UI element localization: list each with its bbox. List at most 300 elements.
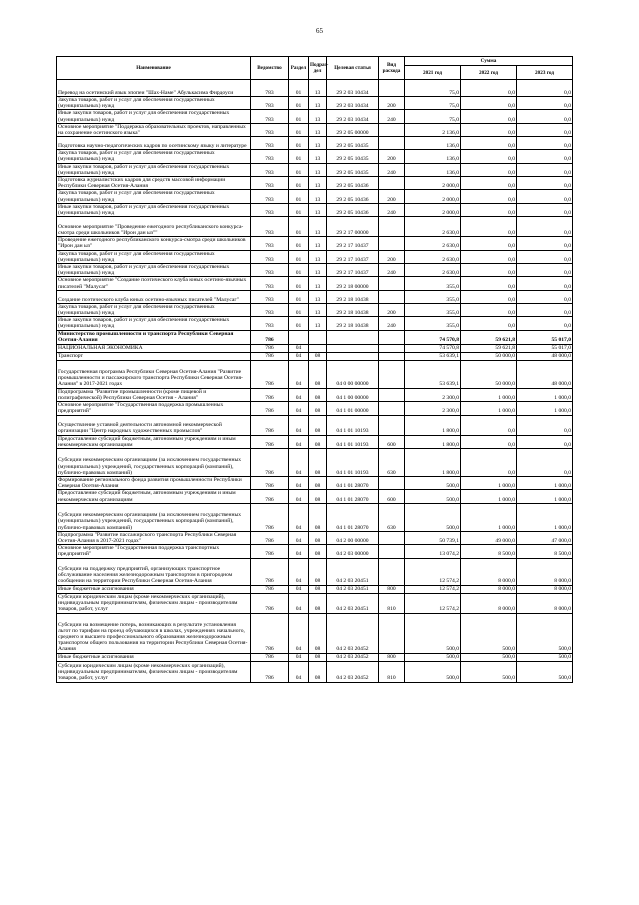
- row-section: 01: [289, 277, 309, 290]
- row-target-article: 04 2 03 20452: [327, 613, 379, 653]
- row-subsection: 08: [309, 661, 327, 682]
- table-row: [57, 661, 573, 682]
- row-name: Основное мероприятие "Создание поэтического клуба юных осетино-язычных писателей "Малусаг": [57, 277, 251, 290]
- row-sum-2022: 0,0: [461, 264, 517, 277]
- row-department: 783: [251, 237, 289, 250]
- row-section: 04: [289, 558, 309, 585]
- row-sum-2022: 8 000,0: [461, 585, 517, 593]
- budget-table: [56, 56, 573, 683]
- row-sum-2021: 136,0: [405, 150, 461, 163]
- row-target-article: 04 2 03 20452: [327, 653, 379, 661]
- header-year-2022: 2022 год: [461, 66, 517, 80]
- header-name: Наименование: [57, 57, 251, 80]
- row-name: Основное мероприятие "Государственная поддержка промышленных предприятий": [57, 402, 251, 415]
- row-expense-type: [379, 290, 405, 303]
- row-name: Подготовка журналистских кадров для средств массовой информации Республики Северная Осетия-Алания: [57, 177, 251, 190]
- row-department: 786: [251, 352, 289, 360]
- row-sum-2023: 48 000,0: [517, 360, 573, 388]
- header-year-2023: 2023 год: [517, 66, 573, 80]
- row-sum-2021: 75,0: [405, 110, 461, 123]
- row-sum-2023: 47 000,0: [517, 531, 573, 544]
- row-name: Закупка товаров, работ и услуг для обеспечения государственных (муниципальных) нужд: [57, 303, 251, 316]
- row-target-article: 29 2 17 10437: [327, 237, 379, 250]
- row-target-article: 04 2 03 20451: [327, 558, 379, 585]
- row-section: 01: [289, 303, 309, 316]
- row-subsection: [309, 344, 327, 352]
- row-expense-type: [379, 217, 405, 237]
- table-row: [57, 317, 573, 330]
- row-sum-2022: 0,0: [461, 110, 517, 123]
- row-expense-type: 630: [379, 448, 405, 476]
- row-target-article: 29 2 05 10435: [327, 150, 379, 163]
- row-subsection: 13: [309, 97, 327, 110]
- row-sum-2023: 0,0: [517, 277, 573, 290]
- table-row: [57, 277, 573, 290]
- row-section: 04: [289, 448, 309, 476]
- table-row: [57, 435, 573, 448]
- row-name: Предоставление субсидий бюджетным, автономным учреждениям и иным некоммерческим организациям: [57, 490, 251, 503]
- row-target-article: 29 2 05 10435: [327, 137, 379, 150]
- row-department: 783: [251, 217, 289, 237]
- row-target-article: 29 2 17 10437: [327, 264, 379, 277]
- row-section: 04: [289, 653, 309, 661]
- row-sum-2021: 355,0: [405, 277, 461, 290]
- table-row: [57, 388, 573, 401]
- row-subsection: 08: [309, 402, 327, 415]
- row-sum-2021: 2 630,0: [405, 250, 461, 263]
- row-subsection: 08: [309, 585, 327, 593]
- row-sum-2021: 355,0: [405, 290, 461, 303]
- row-department: 786: [251, 435, 289, 448]
- row-sum-2022: 500,0: [461, 653, 517, 661]
- row-expense-type: 600: [379, 435, 405, 448]
- row-department: 786: [251, 388, 289, 401]
- row-sum-2021: 500,0: [405, 653, 461, 661]
- row-sum-2022: 0,0: [461, 97, 517, 110]
- row-sum-2022: 8 000,0: [461, 558, 517, 585]
- row-sum-2021: 136,0: [405, 137, 461, 150]
- table-row: [57, 653, 573, 661]
- row-expense-type: [379, 80, 405, 97]
- row-sum-2022: 59 621,8: [461, 330, 517, 344]
- row-sum-2021: 2 300,0: [405, 388, 461, 401]
- row-expense-type: 240: [379, 317, 405, 330]
- row-section: 01: [289, 290, 309, 303]
- row-name: Подготовка научно-педагогических кадров по осетинскому языку и литературе: [57, 137, 251, 150]
- row-sum-2022: 0,0: [461, 190, 517, 203]
- row-sum-2022: 1 000,0: [461, 388, 517, 401]
- table-row: [57, 80, 573, 97]
- row-sum-2023: 0,0: [517, 177, 573, 190]
- row-name: Подпрограмма "Развитие пассажирского транспорта Республики Северная Осетия-Алания в 2017-2021 годах": [57, 531, 251, 544]
- row-subsection: 08: [309, 490, 327, 503]
- row-expense-type: 800: [379, 585, 405, 593]
- row-sum-2021: 2 000,0: [405, 190, 461, 203]
- row-section: 01: [289, 177, 309, 190]
- row-target-article: 29 2 05 10436: [327, 177, 379, 190]
- row-section: 01: [289, 250, 309, 263]
- table-header: [57, 57, 573, 80]
- row-name: Субсидии юридическим лицам (кроме некоммерческих организаций), индивидуальным предпринимателям, физическим лицам - производителям товаров, работ, услуг: [57, 661, 251, 682]
- row-subsection: 08: [309, 435, 327, 448]
- row-expense-type: [379, 545, 405, 558]
- row-expense-type: [379, 277, 405, 290]
- table-row: [57, 360, 573, 388]
- row-sum-2023: 55 017,0: [517, 330, 573, 344]
- row-section: 04: [289, 360, 309, 388]
- row-department: 786: [251, 503, 289, 531]
- row-sum-2021: 75,0: [405, 80, 461, 97]
- row-sum-2021: 500,0: [405, 613, 461, 653]
- row-sum-2023: 0,0: [517, 217, 573, 237]
- header-sum: Сумма: [405, 57, 573, 66]
- row-subsection: 13: [309, 290, 327, 303]
- table-row: [57, 558, 573, 585]
- row-sum-2022: 49 000,0: [461, 531, 517, 544]
- row-section: 04: [289, 490, 309, 503]
- row-name: Создание поэтического клуба юных осетино-язычных писателей "Малусаг": [57, 290, 251, 303]
- row-expense-type: [379, 352, 405, 360]
- row-name: Проведение ежегодного республиканского конкурса-смотра среди школьников "Ирон дан ыз": [57, 237, 251, 250]
- row-department: 786: [251, 613, 289, 653]
- row-sum-2023: 500,0: [517, 661, 573, 682]
- row-target-article: 29 2 05 00000: [327, 123, 379, 136]
- row-target-article: 04 2 03 00000: [327, 545, 379, 558]
- row-section: 04: [289, 402, 309, 415]
- row-sum-2022: 0,0: [461, 137, 517, 150]
- row-section: 04: [289, 531, 309, 544]
- row-expense-type: [379, 330, 405, 344]
- table-row: [57, 613, 573, 653]
- row-sum-2023: 8 000,0: [517, 558, 573, 585]
- row-sum-2022: 8 500,0: [461, 545, 517, 558]
- row-section: 04: [289, 545, 309, 558]
- row-name: Субсидии некоммерческим организациям (за исключением государственных (муниципальных) учреждений, государственных корпораций (компаний), публично-правовых компаний): [57, 503, 251, 531]
- row-sum-2023: 0,0: [517, 303, 573, 316]
- row-sum-2022: 0,0: [461, 317, 517, 330]
- row-expense-type: 200: [379, 303, 405, 316]
- row-sum-2021: 1 800,0: [405, 448, 461, 476]
- row-subsection: 08: [309, 360, 327, 388]
- row-sum-2023: 8 000,0: [517, 585, 573, 593]
- row-target-article: 04 2 03 20451: [327, 593, 379, 613]
- row-target-article: 04 1 01 10193: [327, 435, 379, 448]
- row-subsection: 08: [309, 448, 327, 476]
- row-section: 04: [289, 661, 309, 682]
- row-department: 786: [251, 653, 289, 661]
- row-sum-2023: 0,0: [517, 435, 573, 448]
- header-subsection: Подраз-дел: [309, 57, 327, 80]
- row-sum-2023: 1 000,0: [517, 402, 573, 415]
- row-sum-2021: 500,0: [405, 476, 461, 489]
- row-department: 783: [251, 80, 289, 97]
- row-section: 04: [289, 415, 309, 435]
- table-row: [57, 593, 573, 613]
- row-sum-2022: 59 621,8: [461, 344, 517, 352]
- table-row: [57, 163, 573, 176]
- row-name: Министерство промышленности и транспорта Республики Северная Осетия-Алания: [57, 330, 251, 344]
- row-name: Государственная программа Республики Северная Осетия-Алания "Развитие промышленности и пассажирского транспорта Республики Северная Осетия-Алания" в 2017-2021 годах: [57, 360, 251, 388]
- row-sum-2021: 2 630,0: [405, 237, 461, 250]
- row-department: 783: [251, 110, 289, 123]
- row-target-article: [327, 330, 379, 344]
- row-department: 786: [251, 531, 289, 544]
- row-sum-2023: 48 000,0: [517, 352, 573, 360]
- row-target-article: 04 0 00 00000: [327, 360, 379, 388]
- row-expense-type: 810: [379, 593, 405, 613]
- row-section: 01: [289, 264, 309, 277]
- row-name: Основное мероприятие "Проведение ежегодного республиканского конкурса-смотра среди школьников "Ирон дан ыз"": [57, 217, 251, 237]
- row-subsection: 08: [309, 503, 327, 531]
- row-name: Иные закупки товаров, работ и услуг для обеспечения государственных (муниципальных) нужд: [57, 317, 251, 330]
- row-sum-2023: 0,0: [517, 150, 573, 163]
- row-name: Осуществление уставной деятельности автономной некоммерческой организации "Центр народных художественных промыслов": [57, 415, 251, 435]
- row-sum-2022: 0,0: [461, 290, 517, 303]
- table-row: [57, 330, 573, 344]
- row-sum-2023: 0,0: [517, 237, 573, 250]
- row-sum-2023: 0,0: [517, 110, 573, 123]
- table-row: [57, 97, 573, 110]
- row-department: 786: [251, 585, 289, 593]
- row-department: 783: [251, 303, 289, 316]
- row-department: 783: [251, 277, 289, 290]
- row-sum-2022: 0,0: [461, 123, 517, 136]
- row-department: 786: [251, 402, 289, 415]
- row-sum-2021: 2 300,0: [405, 402, 461, 415]
- row-department: 783: [251, 290, 289, 303]
- row-name: Подпрограмма "Развитие промышленности (кроме пищевой и полиграфической) Республики Северная Осетия - Алания": [57, 388, 251, 401]
- page-number: 65: [316, 27, 323, 35]
- row-sum-2022: 1 000,0: [461, 490, 517, 503]
- row-section: 01: [289, 217, 309, 237]
- row-expense-type: [379, 344, 405, 352]
- row-department: 786: [251, 360, 289, 388]
- row-expense-type: 200: [379, 190, 405, 203]
- row-target-article: 29 2 05 10436: [327, 190, 379, 203]
- table-row: [57, 585, 573, 593]
- row-subsection: 08: [309, 476, 327, 489]
- row-sum-2021: 500,0: [405, 661, 461, 682]
- row-sum-2021: 2 000,0: [405, 203, 461, 216]
- row-subsection: 13: [309, 110, 327, 123]
- row-sum-2021: 500,0: [405, 490, 461, 503]
- row-department: 783: [251, 317, 289, 330]
- row-sum-2023: 500,0: [517, 653, 573, 661]
- row-department: 783: [251, 150, 289, 163]
- row-section: 04: [289, 593, 309, 613]
- row-target-article: 04 1 01 28070: [327, 490, 379, 503]
- row-sum-2023: 0,0: [517, 317, 573, 330]
- row-expense-type: 240: [379, 110, 405, 123]
- row-sum-2021: 1 800,0: [405, 415, 461, 435]
- row-sum-2021: 13 074,2: [405, 545, 461, 558]
- row-target-article: 29 2 03 10434: [327, 110, 379, 123]
- row-sum-2023: 0,0: [517, 190, 573, 203]
- row-department: 786: [251, 330, 289, 344]
- row-subsection: 13: [309, 150, 327, 163]
- row-sum-2022: 1 000,0: [461, 476, 517, 489]
- row-sum-2022: 0,0: [461, 217, 517, 237]
- row-name: Иные закупки товаров, работ и услуг для обеспечения государственных (муниципальных) нужд: [57, 264, 251, 277]
- row-sum-2022: 0,0: [461, 448, 517, 476]
- row-name: Формирование регионального фонда развития промышленности Республики Северная Осетия-Алания: [57, 476, 251, 489]
- row-expense-type: 630: [379, 503, 405, 531]
- row-target-article: 29 2 05 10435: [327, 163, 379, 176]
- table-row: [57, 110, 573, 123]
- row-sum-2022: 1 000,0: [461, 402, 517, 415]
- row-department: 786: [251, 545, 289, 558]
- row-subsection: [309, 330, 327, 344]
- row-name: Закупка товаров, работ и услуг для обеспечения государственных (муниципальных) нужд: [57, 97, 251, 110]
- row-department: 786: [251, 558, 289, 585]
- row-sum-2021: 53 639,1: [405, 360, 461, 388]
- row-expense-type: [379, 177, 405, 190]
- row-section: 01: [289, 123, 309, 136]
- row-department: 783: [251, 137, 289, 150]
- table-row: [57, 290, 573, 303]
- row-expense-type: [379, 123, 405, 136]
- row-expense-type: [379, 137, 405, 150]
- row-sum-2021: 500,0: [405, 503, 461, 531]
- row-target-article: 29 2 18 10438: [327, 317, 379, 330]
- row-subsection: 13: [309, 250, 327, 263]
- row-target-article: 29 2 03 10434: [327, 80, 379, 97]
- row-department: 783: [251, 250, 289, 263]
- header-year-2021: 2021 год: [405, 66, 461, 80]
- row-expense-type: 200: [379, 250, 405, 263]
- row-sum-2021: 12 574,2: [405, 558, 461, 585]
- row-subsection: 08: [309, 558, 327, 585]
- row-sum-2023: 1 000,0: [517, 388, 573, 401]
- row-sum-2023: 0,0: [517, 137, 573, 150]
- row-name: Основное мероприятие "Государственная поддержка транспортных предприятий": [57, 545, 251, 558]
- row-section: 01: [289, 237, 309, 250]
- row-sum-2021: 2 630,0: [405, 217, 461, 237]
- row-target-article: 04 1 01 28070: [327, 503, 379, 531]
- row-subsection: 13: [309, 317, 327, 330]
- row-subsection: 13: [309, 177, 327, 190]
- row-sum-2022: 0,0: [461, 150, 517, 163]
- row-name: Закупка товаров, работ и услуг для обеспечения государственных (муниципальных) нужд: [57, 150, 251, 163]
- row-department: 786: [251, 490, 289, 503]
- row-expense-type: 240: [379, 203, 405, 216]
- row-name: Иные бюджетные ассигнования: [57, 585, 251, 593]
- row-section: 01: [289, 110, 309, 123]
- row-section: [289, 330, 309, 344]
- row-sum-2021: 75,0: [405, 97, 461, 110]
- row-sum-2022: 0,0: [461, 163, 517, 176]
- table-row: [57, 123, 573, 136]
- row-target-article: 04 2 00 00000: [327, 531, 379, 544]
- row-subsection: 13: [309, 80, 327, 97]
- row-section: 04: [289, 344, 309, 352]
- row-name: Субсидии на поддержку предприятий, организующих транспортное обслуживание населения железнодорожным транспортом в пригородном сообщении на территории Республики Северная Осетия-Алания: [57, 558, 251, 585]
- row-name: Закупка товаров, работ и услуг для обеспечения государственных (муниципальных) нужд: [57, 190, 251, 203]
- row-target-article: 04 1 01 00000: [327, 402, 379, 415]
- row-subsection: 13: [309, 190, 327, 203]
- row-department: 783: [251, 203, 289, 216]
- row-sum-2022: 500,0: [461, 661, 517, 682]
- header-expense-type: Вид расхода: [379, 57, 405, 80]
- row-section: 04: [289, 613, 309, 653]
- table-row: [57, 250, 573, 263]
- row-subsection: 13: [309, 123, 327, 136]
- row-sum-2023: 8 500,0: [517, 545, 573, 558]
- row-sum-2023: 0,0: [517, 203, 573, 216]
- table-row: [57, 203, 573, 216]
- table-row: [57, 352, 573, 360]
- row-sum-2022: 50 000,0: [461, 352, 517, 360]
- row-expense-type: 600: [379, 490, 405, 503]
- row-name: Закупка товаров, работ и услуг для обеспечения государственных (муниципальных) нужд: [57, 250, 251, 263]
- row-target-article: 29 2 17 10437: [327, 250, 379, 263]
- row-department: 783: [251, 264, 289, 277]
- row-sum-2021: 50 739,1: [405, 531, 461, 544]
- row-name: Предоставление субсидий бюджетным, автономным учреждениям и иным некоммерческим организациям: [57, 435, 251, 448]
- row-subsection: 13: [309, 137, 327, 150]
- row-subsection: 08: [309, 613, 327, 653]
- row-sum-2021: 355,0: [405, 317, 461, 330]
- row-subsection: 13: [309, 277, 327, 290]
- table-row: [57, 448, 573, 476]
- row-expense-type: 200: [379, 150, 405, 163]
- row-expense-type: [379, 613, 405, 653]
- row-subsection: 08: [309, 388, 327, 401]
- row-subsection: 08: [309, 593, 327, 613]
- row-section: 04: [289, 388, 309, 401]
- row-name: Иные закупки товаров, работ и услуг для обеспечения государственных (муниципальных) нужд: [57, 110, 251, 123]
- row-sum-2023: 0,0: [517, 250, 573, 263]
- row-expense-type: 240: [379, 163, 405, 176]
- row-target-article: 29 2 18 10438: [327, 303, 379, 316]
- row-subsection: 08: [309, 653, 327, 661]
- row-sum-2021: 136,0: [405, 163, 461, 176]
- row-department: 783: [251, 163, 289, 176]
- row-target-article: 04 1 01 28070: [327, 476, 379, 489]
- row-name: Иные бюджетные ассигнования: [57, 653, 251, 661]
- row-sum-2021: 2 630,0: [405, 264, 461, 277]
- row-sum-2023: 0,0: [517, 123, 573, 136]
- row-target-article: [327, 352, 379, 360]
- row-section: 01: [289, 190, 309, 203]
- row-department: 786: [251, 344, 289, 352]
- row-sum-2022: 0,0: [461, 203, 517, 216]
- row-sum-2022: 1 000,0: [461, 503, 517, 531]
- row-expense-type: 200: [379, 97, 405, 110]
- row-expense-type: [379, 558, 405, 585]
- row-sum-2023: 0,0: [517, 97, 573, 110]
- row-department: 783: [251, 190, 289, 203]
- row-department: 786: [251, 448, 289, 476]
- table-row: [57, 190, 573, 203]
- row-sum-2023: 1 000,0: [517, 476, 573, 489]
- table-row: [57, 137, 573, 150]
- row-section: 01: [289, 137, 309, 150]
- table-row: [57, 303, 573, 316]
- row-sum-2022: 0,0: [461, 277, 517, 290]
- row-sum-2021: 2 136,0: [405, 123, 461, 136]
- row-subsection: 13: [309, 217, 327, 237]
- header-target-article: Целевая статья: [327, 57, 379, 80]
- table-row: [57, 402, 573, 415]
- row-department: 786: [251, 661, 289, 682]
- row-sum-2023: 0,0: [517, 163, 573, 176]
- row-name: Иные закупки товаров, работ и услуг для обеспечения государственных (муниципальных) нужд: [57, 163, 251, 176]
- table-row: [57, 476, 573, 489]
- row-name: Основное мероприятие "Поддержка образовательных проектов, направленных на сохранение осетинского языка": [57, 123, 251, 136]
- row-subsection: 13: [309, 163, 327, 176]
- table-row: [57, 490, 573, 503]
